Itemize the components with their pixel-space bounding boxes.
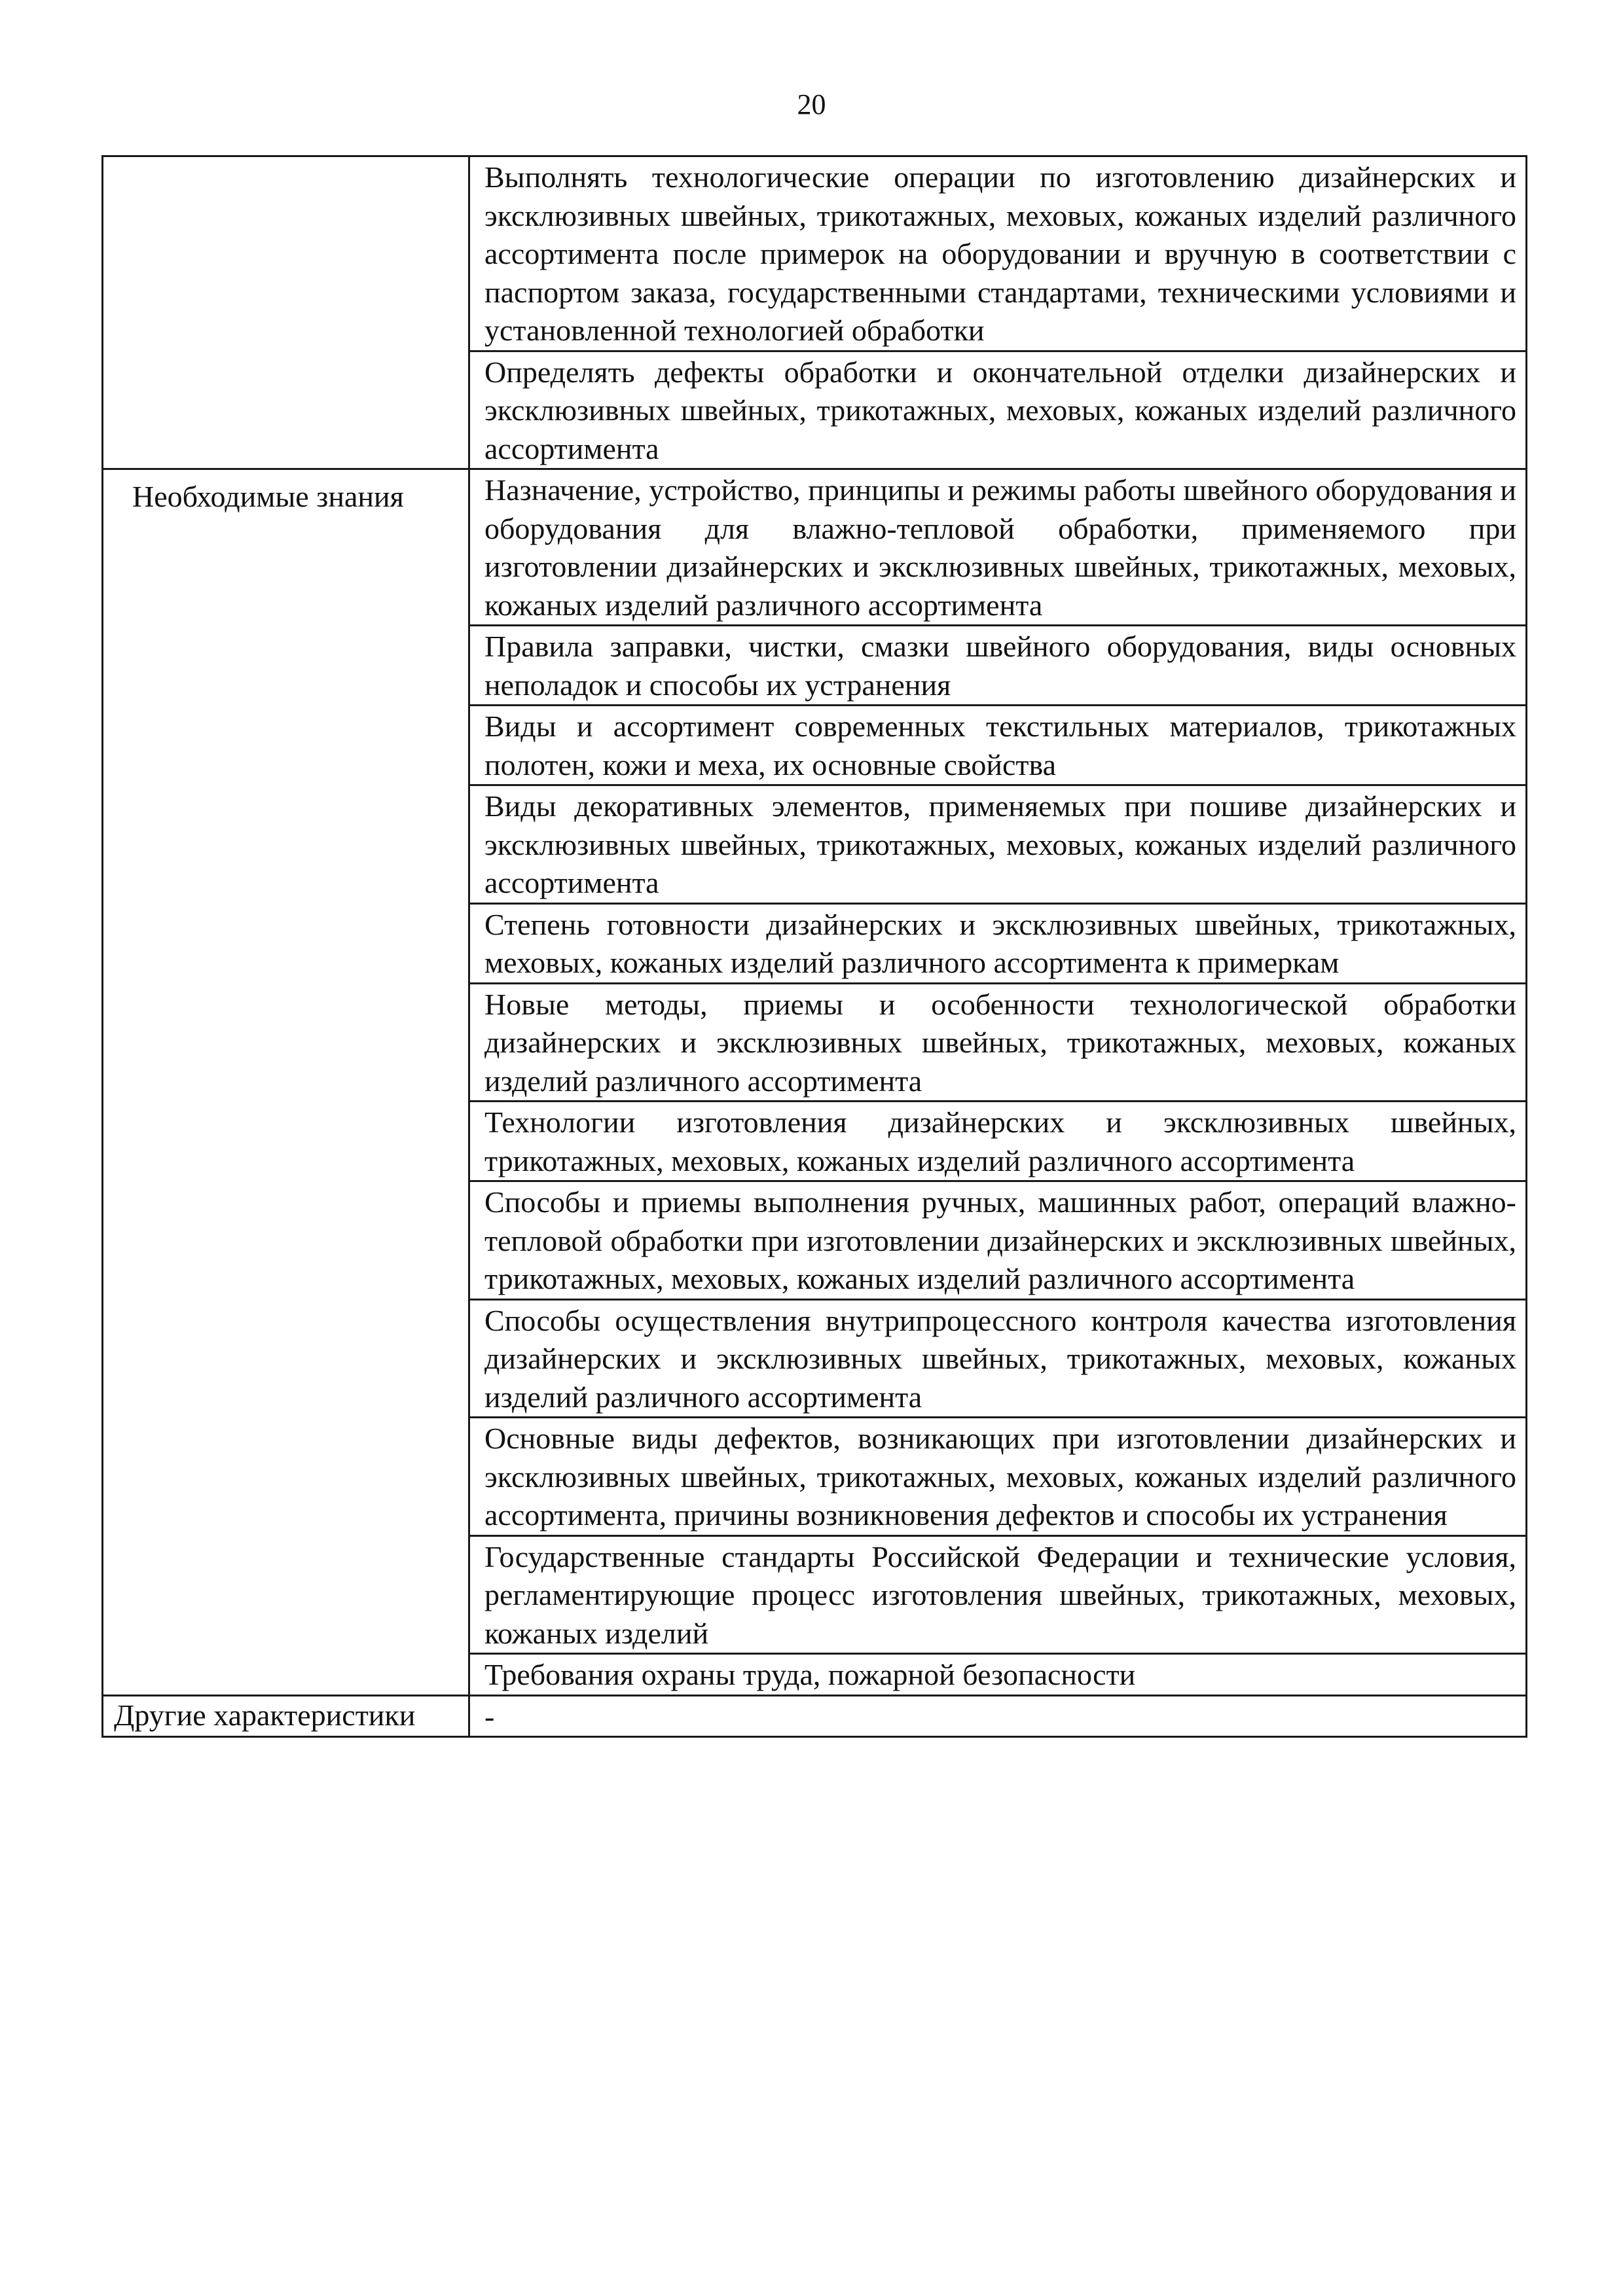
skill-item: Выполнять технологические операции по изготовлению дизайнерских и эксклюзивных швейных, трикотажных, меховых, кожаных изделий различного ассортимента после примерок на оборудовании и вручную в соответствии с паспортом заказа, государственными стандартами, техническими условиями и установленной технологией обработки <box>469 156 1527 351</box>
other-characteristics-label: Другие характеристики <box>103 1695 469 1737</box>
knowledge-item: Государственные стандарты Российской Федерации и технические условия, регламентирующие процесс изготовления швейных, трикотажных, меховых, кожаных изделий <box>469 1535 1527 1654</box>
knowledge-item: Требования охраны труда, пожарной безопасности <box>469 1654 1527 1696</box>
other-characteristics-value: - <box>469 1695 1527 1737</box>
knowledge-item: Основные виды дефектов, возникающих при изготовлении дизайнерских и эксклюзивных швейных, трикотажных, меховых, кожаных изделий различного ассортимента, причины возникновения дефектов и способы их устранения <box>469 1418 1527 1536</box>
knowledge-item: Правила заправки, чистки, смазки швейного оборудования, виды основных неполадок и способы их устранения <box>469 626 1527 706</box>
knowledge-item: Степень готовности дизайнерских и эксклюзивных швейных, трикотажных, меховых, кожаных изделий различного ассортимента к примеркам <box>469 903 1527 983</box>
knowledge-item: Способы и приемы выполнения ручных, машинных работ, операций влажно-тепловой обработки при изготовлении дизайнерских и эксклюзивных швейных, трикотажных, меховых, кожаных изделий различного ассортимента <box>469 1181 1527 1300</box>
knowledge-item: Способы осуществления внутрипроцессного контроля качества изготовления дизайнерских и эксклюзивных швейных, трикотажных, меховых, кожаных изделий различного ассортимента <box>469 1299 1527 1418</box>
table-row <box>103 156 1527 351</box>
knowledge-item: Назначение, устройство, принципы и режимы работы швейного оборудования и оборудования для влажно-тепловой обработки, применяемого при изготовлении дизайнерских и эксклюзивных швейных, трикотажных, меховых, кожаных изделий различного ассортимента <box>469 469 1527 626</box>
knowledge-item: Новые методы, приемы и особенности технологической обработки дизайнерских и эксклюзивных швейных, трикотажных, меховых, кожаных изделий различного ассортимента <box>469 983 1527 1102</box>
page-number: 20 <box>797 88 826 120</box>
knowledge-item: Виды декоративных элементов, применяемых при пошиве дизайнерских и эксклюзивных швейных, трикотажных, меховых, кожаных изделий различного ассортимента <box>469 785 1527 904</box>
knowledge-item: Технологии изготовления дизайнерских и эксклюзивных швейных, трикотажных, меховых, кожаных изделий различного ассортимента <box>469 1102 1527 1181</box>
knowledge-item: Виды и ассортимент современных текстильных материалов, трикотажных полотен, кожи и меха, их основные свойства <box>469 706 1527 785</box>
table-row <box>103 1695 1527 1737</box>
knowledge-label: Необходимые знания <box>103 469 469 1696</box>
skills-label-cell <box>103 156 469 469</box>
table-row <box>103 469 1527 626</box>
skill-item: Определять дефекты обработки и окончательной отделки дизайнерских и эксклюзивных швейных, трикотажных, меховых, кожаных изделий различного ассортимента <box>469 351 1527 469</box>
competency-table <box>101 155 1527 1738</box>
